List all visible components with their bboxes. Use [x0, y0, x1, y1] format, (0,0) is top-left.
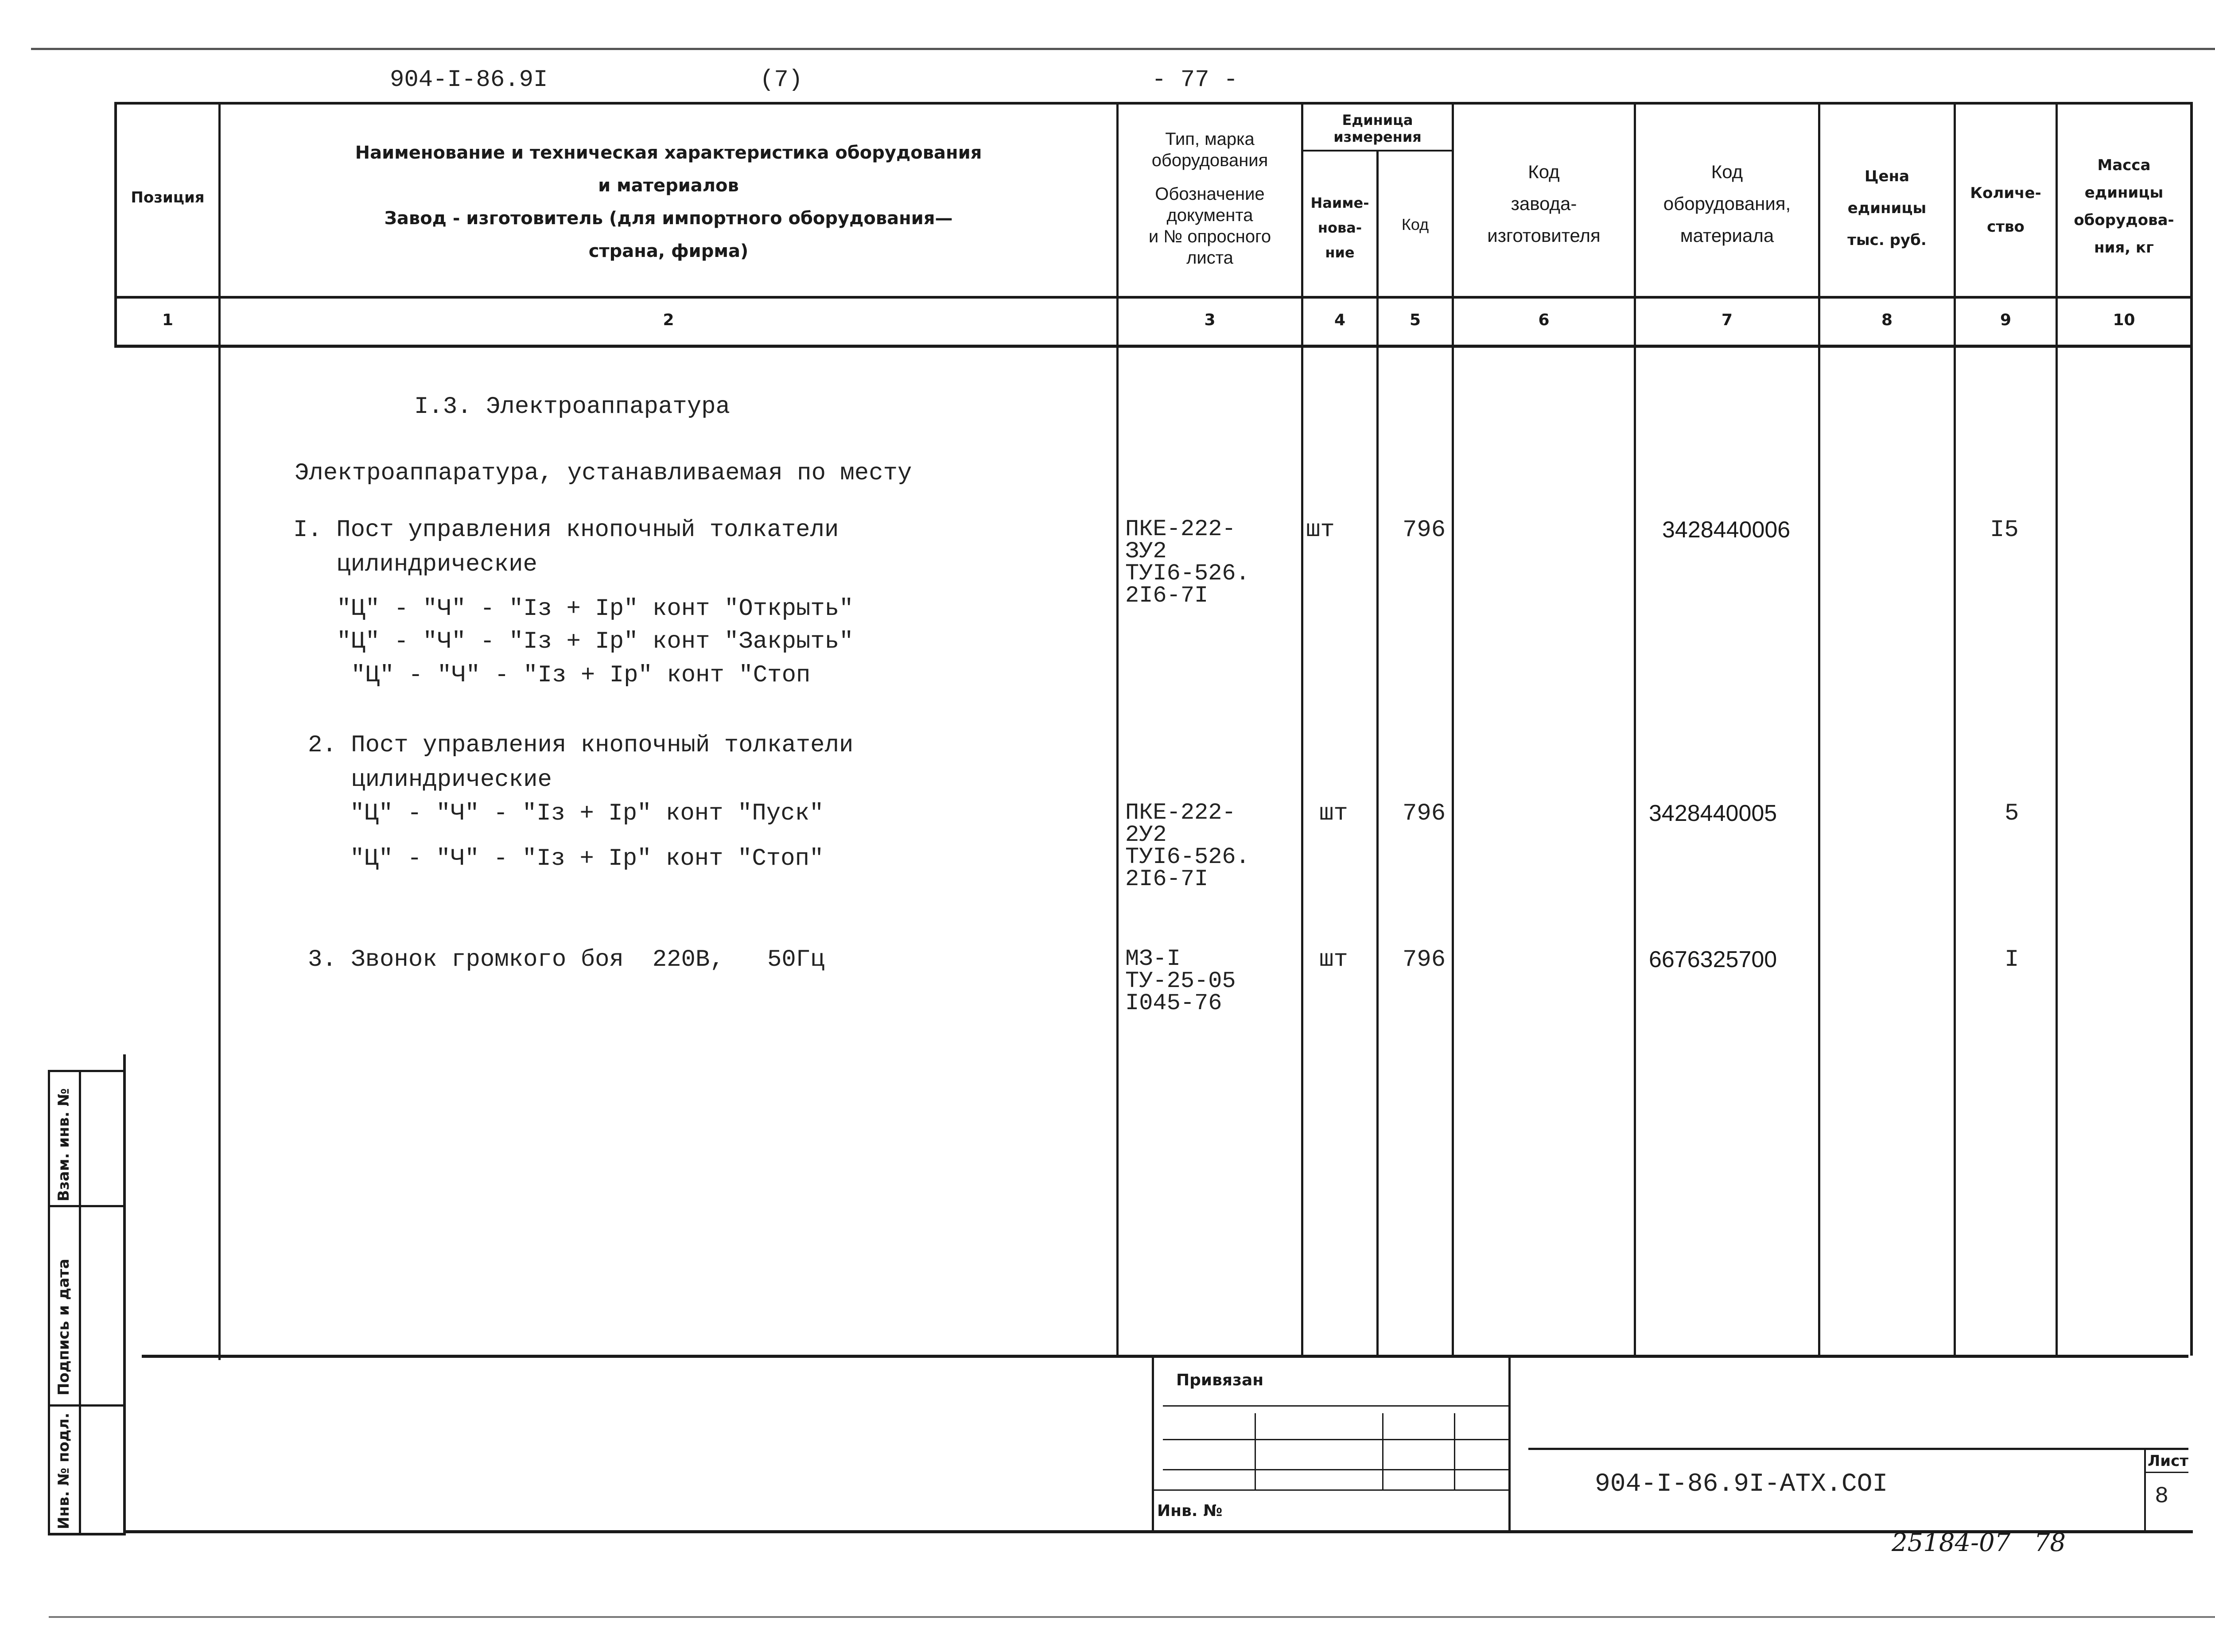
stamp-label-replacement: Взам. инв. №: [55, 1088, 73, 1201]
item-name-line: цилиндрические: [293, 551, 537, 578]
item-name-line: I. Пост управления кнопочный толкатели: [293, 517, 839, 544]
col-num-5: 5: [1409, 311, 1421, 329]
item-quantity: I: [2005, 946, 2019, 973]
doc-code: 904-I-86.9I: [390, 66, 548, 93]
item-name-line: цилиндрические: [308, 766, 552, 793]
stamp-label-signature: Подпись и дата: [55, 1259, 73, 1395]
col-num-10: 10: [2113, 311, 2135, 329]
col-header-type: Тип, марка оборудования Обозначение документа и № опросного листа: [1148, 129, 1271, 268]
item-equipment-code: 3428440005: [1649, 801, 1777, 826]
tied-label: Привязан: [1176, 1371, 1264, 1389]
item-quantity: 5: [2005, 800, 2019, 827]
item-detail-line: "Ц" - "Ч" - "Iз + Iр" конт "Стоп": [350, 845, 824, 872]
inventory-label: Инв. №: [1157, 1502, 1223, 1520]
col-num-4: 4: [1334, 311, 1346, 329]
col-header-equipment-code: Код оборудования, материала: [1663, 161, 1791, 246]
document-designation: 904-I-86.9I-АТХ.СОI: [1595, 1470, 1888, 1499]
col-header-factory-code: Код завода- изготовителя: [1487, 161, 1601, 246]
item-detail-line: "Ц" - "Ч" - "Iз + Iр" конт "Открыть": [337, 595, 854, 622]
item-type: МЗ-I ТУ-25-05 I045-76: [1125, 946, 1236, 1016]
item-equipment-code: 3428440006: [1662, 517, 1791, 543]
col-num-6: 6: [1538, 311, 1550, 329]
col-num-2: 2: [663, 311, 674, 329]
item-quantity: I5: [1990, 517, 2019, 544]
col-header-quantity: Количе- ство: [1970, 184, 2041, 236]
col-num-8: 8: [1881, 311, 1893, 329]
page-number: - 77 -: [1152, 66, 1238, 93]
item-unit: шт: [1306, 517, 1335, 544]
col-header-unit-group: Единица измерения: [1333, 112, 1422, 145]
stamp-label-inventory: Инв. № подл.: [55, 1412, 73, 1529]
handwritten-archive-number: 25184-07 78: [1892, 1528, 2066, 1557]
item-type: ПКЕ-222- ЗУ2 ТУI6-526. 2I6-7I: [1125, 516, 1250, 609]
section-title: I.3. Электроаппаратура: [414, 393, 730, 420]
part-label: (7): [760, 66, 803, 93]
sheet-label: Лист: [2148, 1452, 2188, 1470]
col-header-price: Цена единицы тыс. руб.: [1847, 167, 1927, 249]
col-header-unit-name: Наиме- нова- ние: [1310, 194, 1369, 261]
col-header-name: Наименование и техническая характеристика оборудования и материалов Завод - изготовитель (для импортного оборудования— страна, фирма): [355, 143, 982, 261]
col-header-unit-code: Код: [1401, 215, 1429, 233]
item-unit-code: 796: [1403, 946, 1446, 973]
col-num-3: 3: [1204, 311, 1216, 329]
subsection-title: Электроаппаратура, устанавливаемая по месту: [295, 460, 912, 487]
col-header-position: Позиция: [131, 189, 205, 206]
col-num-1: 1: [162, 311, 174, 329]
item-equipment-code: 6676325700: [1649, 947, 1777, 972]
sheet-number: 8: [2155, 1483, 2169, 1509]
top-margin-rule: [31, 48, 2215, 50]
item-name-line: 3. Звонок громкого боя 220В, 50Гц: [308, 946, 825, 973]
item-unit-code: 796: [1403, 517, 1446, 544]
item-unit: шт: [1319, 946, 1348, 973]
item-unit-code: 796: [1403, 800, 1446, 827]
col-header-mass: Масса единицы оборудова- ния, кг: [2074, 156, 2174, 257]
item-type: ПКЕ-222- 2У2 ТУI6-526. 2I6-7I: [1125, 800, 1250, 892]
bottom-margin-rule: [49, 1616, 2215, 1618]
item-detail-line: "Ц" - "Ч" - "Iз + Iр" конт "Стоп: [337, 662, 811, 689]
item-name-line: 2. Пост управления кнопочный толкатели: [308, 732, 854, 759]
col-num-9: 9: [2000, 311, 2012, 329]
item-unit: шт: [1319, 800, 1348, 827]
item-detail-line: "Ц" - "Ч" - "Iз + Iр" конт "Закрыть": [337, 628, 854, 655]
item-detail-line: "Ц" - "Ч" - "Iз + Iр" конт "Пуск": [350, 800, 824, 827]
col-num-7: 7: [1721, 311, 1733, 329]
